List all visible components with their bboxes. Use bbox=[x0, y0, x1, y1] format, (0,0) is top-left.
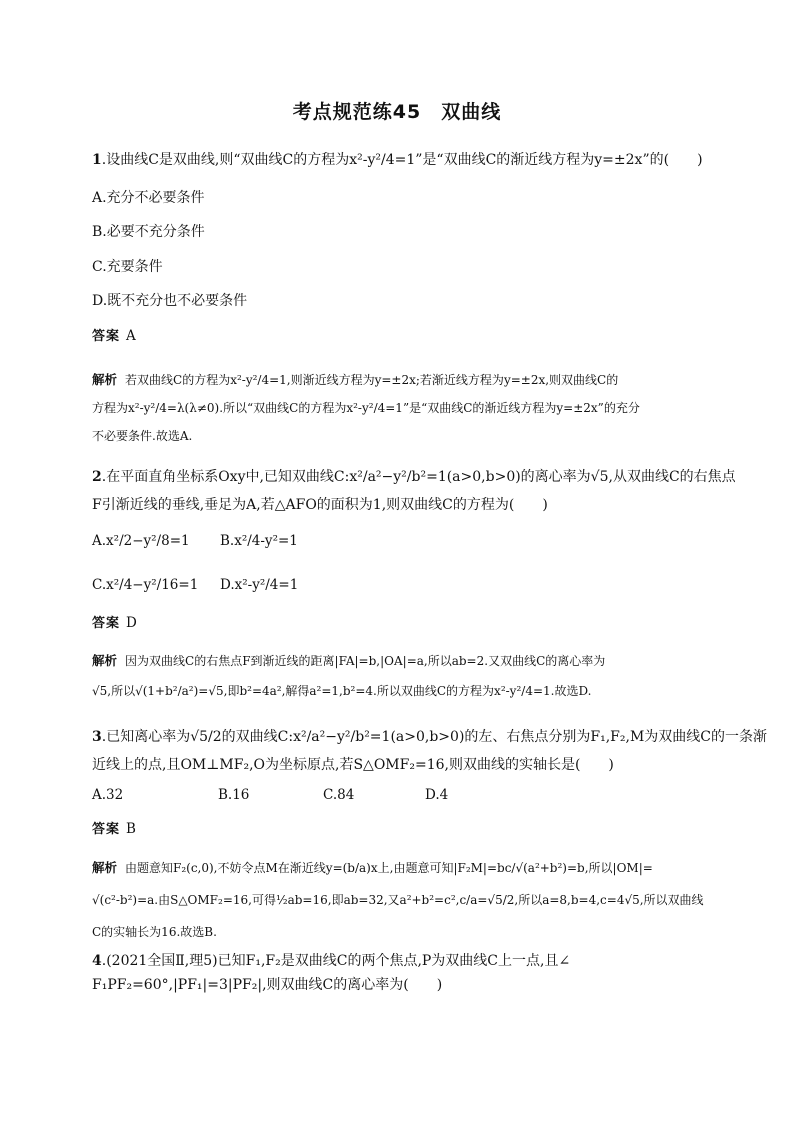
option-d: D.既不充分也不必要条件 bbox=[92, 293, 248, 309]
answer-value: D bbox=[126, 615, 137, 631]
question-text: .已知离心率为√5/2的双曲线C:x²/a²−y²/b²=1(a>0,b>0)的左、右焦点分别为F₁,F₂,M为双曲线C的一条渐 bbox=[101, 729, 768, 745]
solution-line: √5,所以√(1+b²/a²)=√5,即b²=4a²,解得a²=1,b²=4.所以双曲线C的方程为x²-y²/4=1.故选D. bbox=[92, 684, 592, 698]
solution-line: 因为双曲线C的右焦点F到渐近线的距离|FA|=b,|OA|=a,所以ab=2.又双曲线C的离心率为 bbox=[125, 654, 606, 668]
solution-2 bbox=[92, 646, 702, 706]
question-text: F引渐近线的垂线,垂足为A,若△AFO的面积为1,则双曲线C的方程为( ) bbox=[92, 497, 548, 513]
solution-label: 解析 bbox=[92, 372, 118, 387]
answer-2 bbox=[92, 614, 702, 633]
answer-value: B bbox=[126, 821, 136, 837]
question-1 bbox=[92, 151, 702, 170]
solution-1 bbox=[92, 366, 702, 450]
solution-line: 若双曲线C的方程为x²-y²/4=1,则渐近线方程为y=±2x;若渐近线方程为y=±2x,则双曲线C的 bbox=[125, 373, 619, 387]
solution-line: 不必要条件.故选A. bbox=[92, 429, 193, 443]
option-d: D.4 bbox=[425, 787, 449, 803]
option-b: B.x²/4-y²=1 bbox=[220, 533, 298, 549]
page-title: 考点规范练45 双曲线 bbox=[292, 101, 502, 123]
answer-3 bbox=[92, 820, 702, 839]
option-d: D.x²-y²/4=1 bbox=[220, 577, 299, 593]
option-a: A.充分不必要条件 bbox=[92, 190, 205, 206]
answer-value: A bbox=[126, 328, 136, 344]
option-c: C.84 bbox=[323, 787, 355, 803]
question-text: .(2021全国Ⅱ,理5)已知F₁,F₂是双曲线C的两个焦点,P为双曲线C上一点,且∠ bbox=[101, 953, 571, 969]
option-a: A.x²/2−y²/8=1 bbox=[92, 533, 190, 549]
question-text: F₁PF₂=60°,|PF₁|=3|PF₂|,则双曲线C的离心率为( ) bbox=[92, 977, 443, 993]
solution-line: C的实轴长为16.故选B. bbox=[92, 925, 217, 939]
question-4 bbox=[92, 949, 702, 997]
option-c: C.x²/4−y²/16=1 bbox=[92, 577, 199, 593]
option-b: B.必要不充分条件 bbox=[92, 224, 205, 240]
solution-label: 解析 bbox=[92, 653, 118, 668]
question-text: .设曲线C是双曲线,则“双曲线C的方程为x²-y²/4=1”是“双曲线C的渐近线方程为y=±2x”的( ) bbox=[101, 152, 703, 168]
question-text: .在平面直角坐标系Oxy中,已知双曲线C:x²/a²−y²/b²=1(a>0,b>0)的离心率为√5,从双曲线C的右焦点 bbox=[101, 469, 736, 485]
option-c: C.充要条件 bbox=[92, 259, 163, 275]
solution-3 bbox=[92, 852, 702, 948]
question-3 bbox=[92, 723, 768, 779]
question-2 bbox=[92, 463, 736, 519]
solution-line: 由题意知F₂(c,0),不妨令点M在渐近线y=(b/a)x上,由题意可知|F₂M|=bc/√(a²+b²)=b,所以|OM|= bbox=[125, 861, 653, 875]
question-number: 2 bbox=[92, 469, 102, 485]
answer-1 bbox=[92, 327, 702, 346]
solution-line: √(c²-b²)=a.由S△OMF₂=16,可得½ab=16,即ab=32,又a²+b²=c²,c/a=√5/2,所以a=8,b=4,c=4√5,所以双曲线 bbox=[92, 893, 704, 907]
question-number: 1 bbox=[92, 152, 102, 168]
solution-line: 方程为x²-y²/4=λ(λ≠0).所以“双曲线C的方程为x²-y²/4=1”是“双曲线C的渐近线方程为y=±2x”的充分 bbox=[92, 401, 640, 415]
question-number: 3 bbox=[92, 729, 102, 745]
option-b: B.16 bbox=[218, 787, 250, 803]
option-a: A.32 bbox=[92, 787, 124, 803]
solution-label: 解析 bbox=[92, 860, 118, 875]
answer-label: 答案 bbox=[92, 329, 121, 344]
question-text: 近线上的点,且OM⊥MF₂,O为坐标原点,若S△OMF₂=16,则双曲线的实轴长是( ) bbox=[92, 757, 614, 773]
question-number: 4 bbox=[92, 953, 102, 969]
answer-label: 答案 bbox=[92, 822, 121, 837]
answer-label: 答案 bbox=[92, 616, 121, 631]
